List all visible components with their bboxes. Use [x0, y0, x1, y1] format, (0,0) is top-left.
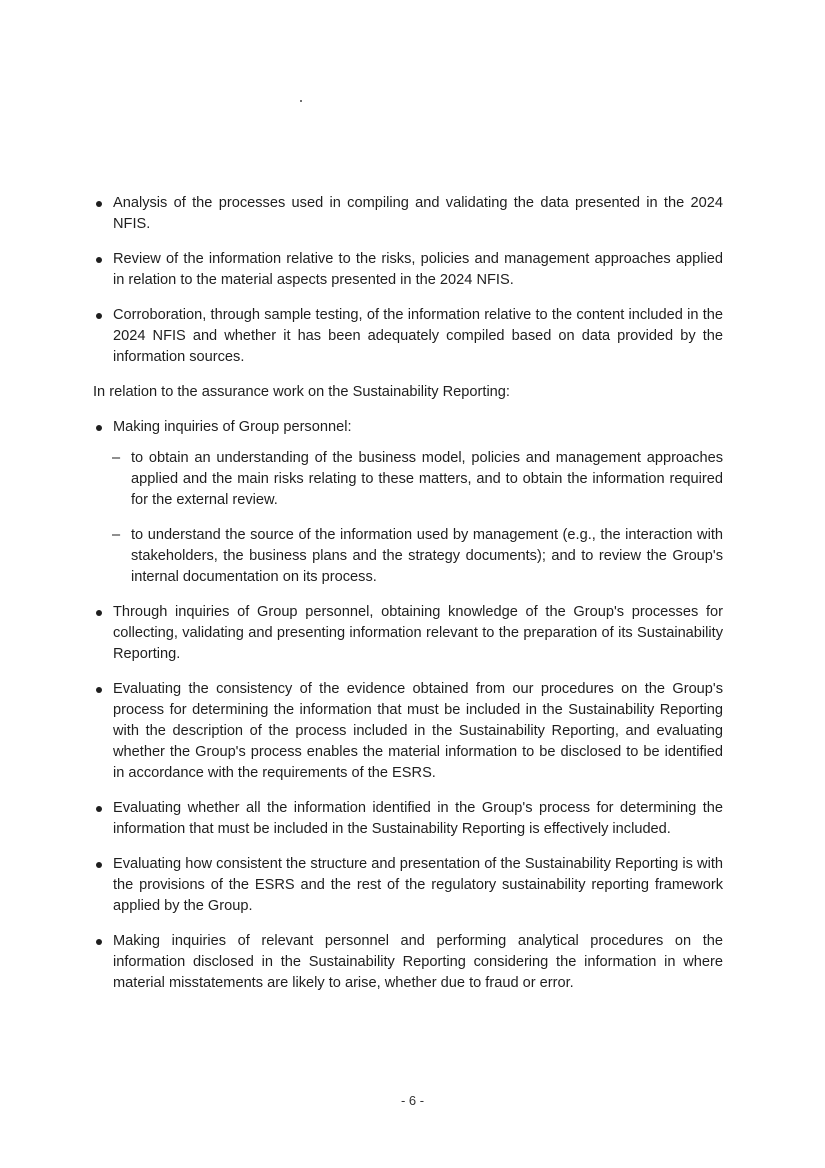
- sub-list-item: [93, 448, 723, 511]
- bullet-icon: [96, 687, 102, 693]
- sub-item-text: to obtain an understanding of the business model, policies and management approaches applied and the main risks relating to these matters, and to obtain the information required for the external review.: [131, 450, 723, 508]
- bullet-icon: [96, 939, 102, 945]
- section-intro: In relation to the assurance work on the Sustainability Reporting:: [93, 384, 510, 400]
- bullet-text: Through inquiries of Group personnel, obtaining knowledge of the Group's processes for collecting, validating and presenting information relevant to the preparation of its Sustainability Reporting.: [113, 604, 723, 662]
- page-content: [93, 193, 723, 1008]
- bullet-icon: [96, 425, 102, 431]
- list-item: [93, 417, 723, 438]
- dash-icon: –: [112, 450, 121, 466]
- list-item: [93, 249, 723, 291]
- list-item: [93, 798, 723, 840]
- sub-list: [93, 448, 723, 588]
- list-item: [93, 602, 723, 665]
- bullet-text: Review of the information relative to the risks, policies and management approaches applied in relation to the material aspects presented in the 2024 NFIS.: [113, 251, 723, 288]
- list-item: [93, 305, 723, 368]
- sub-item-text: to understand the source of the information used by management (e.g., the interaction with stakeholders, the business plans and the strategy documents); and to review the Group's internal documentation on its process.: [131, 527, 723, 585]
- bullet-text: Making inquiries of relevant personnel and performing analytical procedures on the information disclosed in the Sustainability Reporting considering the information in where material misstatements are likely to arise, whether due to fraud or error.: [113, 933, 723, 991]
- bullet-icon: [96, 257, 102, 263]
- list-item: [93, 193, 723, 235]
- dash-icon: –: [112, 527, 121, 543]
- bullet-text: Evaluating whether all the information identified in the Group's process for determining the information that must be included in the Sustainability Reporting is effectively included.: [113, 800, 723, 837]
- page-number: - 6 -: [400, 1093, 425, 1108]
- list-item: [93, 854, 723, 917]
- bullet-icon: [96, 201, 102, 207]
- bullet-text: Analysis of the processes used in compiling and validating the data presented in the 2024 NFIS.: [113, 195, 723, 232]
- sub-list-item: [93, 525, 723, 588]
- bullet-icon: [96, 862, 102, 868]
- list-item: [93, 679, 723, 784]
- list-item: [93, 931, 723, 994]
- bullet-text: Corroboration, through sample testing, of the information relative to the content included in the 2024 NFIS and whether it has been adequately compiled based on data provided by the information sources.: [113, 307, 723, 365]
- bullet-icon: [96, 610, 102, 616]
- scan-speck: [300, 100, 302, 102]
- bullet-icon: [96, 313, 102, 319]
- bullet-text: Evaluating the consistency of the evidence obtained from our procedures on the Group's process for determining the information that must be included in the Sustainability Reporting with the description of the process included in the Sustainability Reporting, and evaluating whether the Group's process enables the material information to be disclosed to be identified in accordance with the requirements of the ESRS.: [113, 681, 723, 781]
- bullet-icon: [96, 806, 102, 812]
- bullet-text: Making inquiries of Group personnel:: [113, 419, 352, 435]
- bullet-text: Evaluating how consistent the structure and presentation of the Sustainability Reporting is with the provisions of the ESRS and the rest of the regulatory sustainability reporting framework applied by the Group.: [113, 856, 723, 914]
